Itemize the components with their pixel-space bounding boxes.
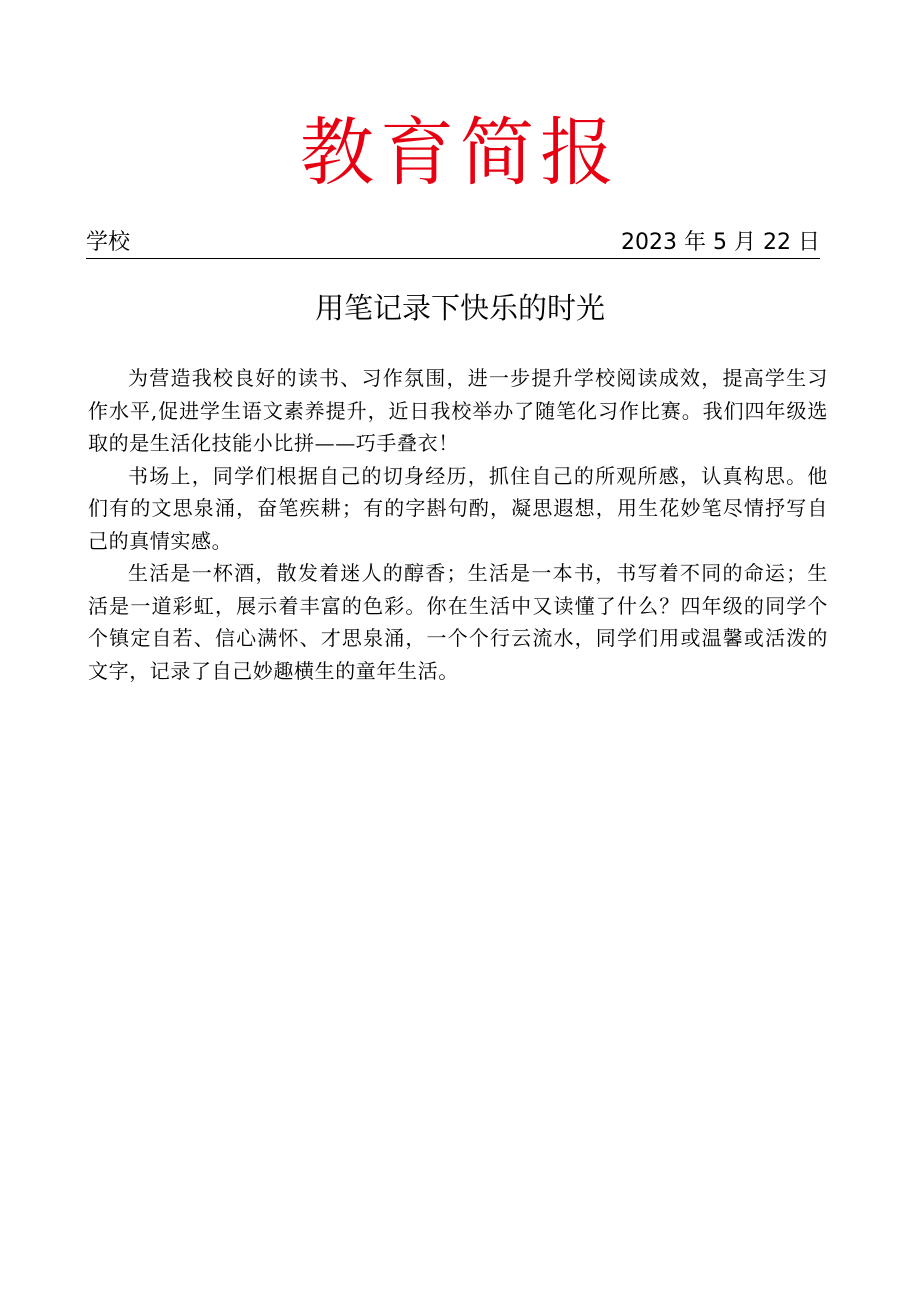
school-label: 学校 (86, 230, 131, 255)
issue-date: 2023 年 5 月 22 日 (621, 230, 820, 255)
article-title: 用笔记录下快乐的时光 (314, 291, 605, 325)
masthead-title: 教育简报 (300, 110, 620, 196)
article-paragraph: 为营造我校良好的读书、习作氛围，进一步提升学校阅读成效，提高学生习作水平,促进学生语文素养提升，近日我校举办了随笔化习作比赛。我们四年级选取的是生活化技能小比拼——巧手叠衣！ (88, 366, 828, 455)
article-paragraph: 书场上，同学们根据自己的切身经历，抓住自己的所观所感，认真构思。他们有的文思泉涌，奋笔疾耕；有的字斟句酌，凝思遐想，用生花妙笔尽情抒写自己的真情实感。 (88, 463, 828, 553)
header-info-row (86, 228, 820, 259)
article-paragraph: 生活是一杯酒，散发着迷人的醇香；生活是一本书，书写着不同的命运；生活是一道彩虹，展示着丰富的色彩。你在生活中又读懂了什么？四年级的同学个个镇定自若、信心满怀、才思泉涌，一个个行云流水，同学们用或温馨或活泼的文字，记录了自己妙趣横生的童年生活。 (88, 561, 828, 683)
article-body (88, 362, 828, 687)
